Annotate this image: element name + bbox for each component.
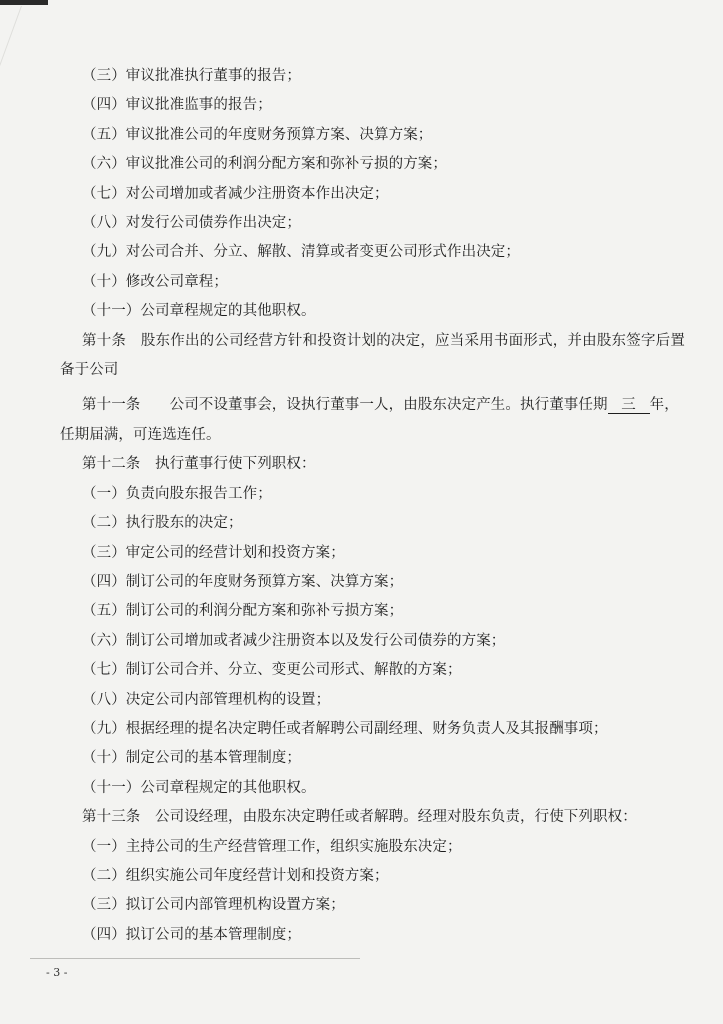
list-item: （五）制订公司的利润分配方案和弥补亏损方案；: [82, 603, 404, 620]
list-item: （三）审定公司的经营计划和投资方案；: [82, 544, 345, 561]
article-11-line-1: [60, 391, 685, 420]
article-11-line-2: 任期届满，可连选连任。: [60, 426, 221, 443]
document-body: [60, 62, 685, 950]
list-item: （十）修改公司章程；: [82, 273, 228, 290]
list-item: （六）审议批准公司的利润分配方案和弥补亏损的方案；: [82, 156, 447, 173]
list-item: （十一）公司章程规定的其他职权。: [82, 779, 316, 796]
list-item: （二）组织实施公司年度经营计划和投资方案；: [82, 867, 389, 884]
list-item: （八）决定公司内部管理机构的设置；: [82, 691, 331, 708]
list-item: （六）制订公司增加或者减少注册资本以及发行公司债券的方案；: [82, 632, 506, 649]
list-item: （三）拟订公司内部管理机构设置方案；: [82, 897, 345, 914]
footer-divider: [30, 958, 360, 959]
scan-artifact: [0, 6, 62, 66]
list-item: （一）主持公司的生产经营管理工作，组织实施股东决定；: [82, 838, 462, 855]
list-item: （四）审议批准监事的报告；: [82, 97, 272, 114]
list-item: （七）制订公司合并、分立、变更公司形式、解散的方案；: [82, 662, 462, 679]
list-item: （四）制订公司的年度财务预算方案、决算方案；: [82, 573, 404, 590]
article-11-prefix: 第十一条 公司不设董事会，设执行董事一人，由股东决定产生。执行董事任期: [82, 397, 608, 414]
article-11-suffix: 年，: [649, 397, 679, 414]
term-years-field: 三: [608, 397, 650, 414]
article-12: 第十二条 执行董事行使下列职权：: [82, 456, 316, 473]
list-item: （五）审议批准公司的年度财务预算方案、决算方案；: [82, 126, 433, 143]
list-item: （四）拟订公司的基本管理制度；: [82, 926, 301, 943]
list-item: （七）对公司增加或者减少注册资本作出决定；: [82, 185, 389, 202]
list-item: （九）对公司合并、分立、解散、清算或者变更公司形式作出决定；: [82, 244, 520, 261]
article-10: 第十条 股东作出的公司经营方针和投资计划的决定，应当采用书面形式，并由股东签字后置备于公司: [60, 332, 685, 379]
list-item: （二）执行股东的决定；: [82, 515, 243, 532]
list-item: （十）制定公司的基本管理制度；: [82, 750, 301, 767]
list-item: （三）审议批准执行董事的报告；: [82, 68, 301, 84]
page-number: - 3 -: [46, 966, 68, 979]
list-item: （一）负责向股东报告工作；: [82, 485, 272, 502]
list-item: （九）根据经理的提名决定聘任或者解聘公司副经理、财务负责人及其报酬事项；: [82, 720, 608, 737]
scan-corner-mark: [0, 0, 48, 5]
article-13: 第十三条 公司设经理，由股东决定聘任或者解聘。经理对股东负责，行使下列职权：: [82, 809, 637, 826]
list-item: （十一）公司章程规定的其他职权。: [82, 303, 316, 320]
list-item: （八）对发行公司债券作出决定；: [82, 215, 301, 232]
